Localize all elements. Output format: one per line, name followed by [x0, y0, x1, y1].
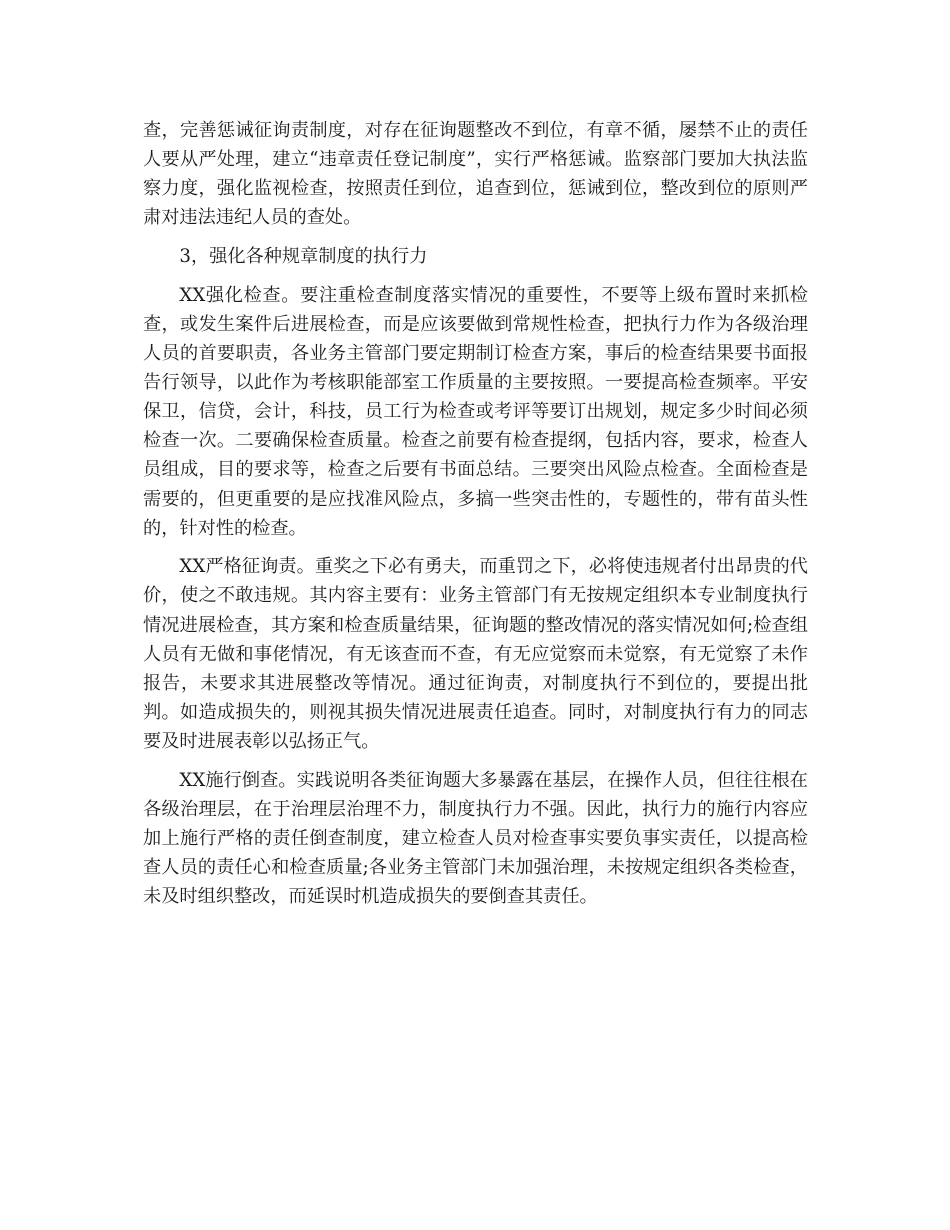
paragraph-reverse-investigation: XX施行倒查。实践说明各类征询题大多暴露在基层，在操作人员，但往往根在各级治理层，在于治理层治理不力，制度执行力不强。因此，执行力的施行内容应加上施行严格的责任倒查制度，建立检查人员对检查事实要负事实责任，以提高检查人员的责任心和检查质量;各业务主管部门未加强治理，未按规定组织各类检查，未及时组织整改，而延误时机造成损失的要倒查其责任。 — [143, 769, 808, 908]
document-body — [143, 116, 808, 921]
paragraph-continuation: 查，完善惩诫征询责制度，对存在征询题整改不到位，有章不循，屡禁不止的责任人要从严处理，建立“违章责任登记制度”，实行严格惩诫。监察部门要加大执法监察力度，强化监视检查，按照责任到位，追查到位，惩诫到位，整改到位的原则严肃对违法违纪人员的查处。 — [143, 120, 808, 229]
paragraph-strict-accountability: XX严格征询责。重奖之下必有勇夫，而重罚之下，必将使违规者付出昂贵的代价，使之不敢违规。其内容主要有：业务主管部门有无按规定组织本专业制度执行情况进展检查，其方案和检查质量结果，征询题的整改情况的落实情况如何;检查组人员有无做和事佬情况，有无该查而不查，有无应觉察而未觉察，有无觉察了未作报告，未要求其进展整改等情况。通过征询责，对制度执行不到位的，要提出批判。如造成损失的，则视其损失情况进展责任追查。同时，对制度执行有力的同志要及时进展表彰以弘扬正气。 — [143, 556, 808, 752]
paragraph-strengthen-inspection: XX强化检查。要注重检查制度落实情况的重要性，不要等上级布置时来抓检查，或发生案件后进展检查，而是应该要做到常规性检查，把执行力作为各级治理人员的首要职责，各业务主管部门要定期制订检查方案，事后的检查结果要书面报告行领导，以此作为考核职能部室工作质量的主要按照。一要提高检查频率。平安保卫，信贷，会计，科技，员工行为检查或考评等要订出规划，规定多少时间必须检查一次。二要确保检查质量。检查之前要有检查提纲，包括内容，要求，检查人员组成，目的要求等，检查之后要有书面总结。三要突出风险点检查。全面检查是需要的，但更重要的是应找准风险点，多搞一些突击性的，专题性的，带有苗头性的，针对性的检查。 — [143, 284, 808, 539]
section-heading-3: 3，强化各种规章制度的执行力 — [179, 246, 428, 268]
